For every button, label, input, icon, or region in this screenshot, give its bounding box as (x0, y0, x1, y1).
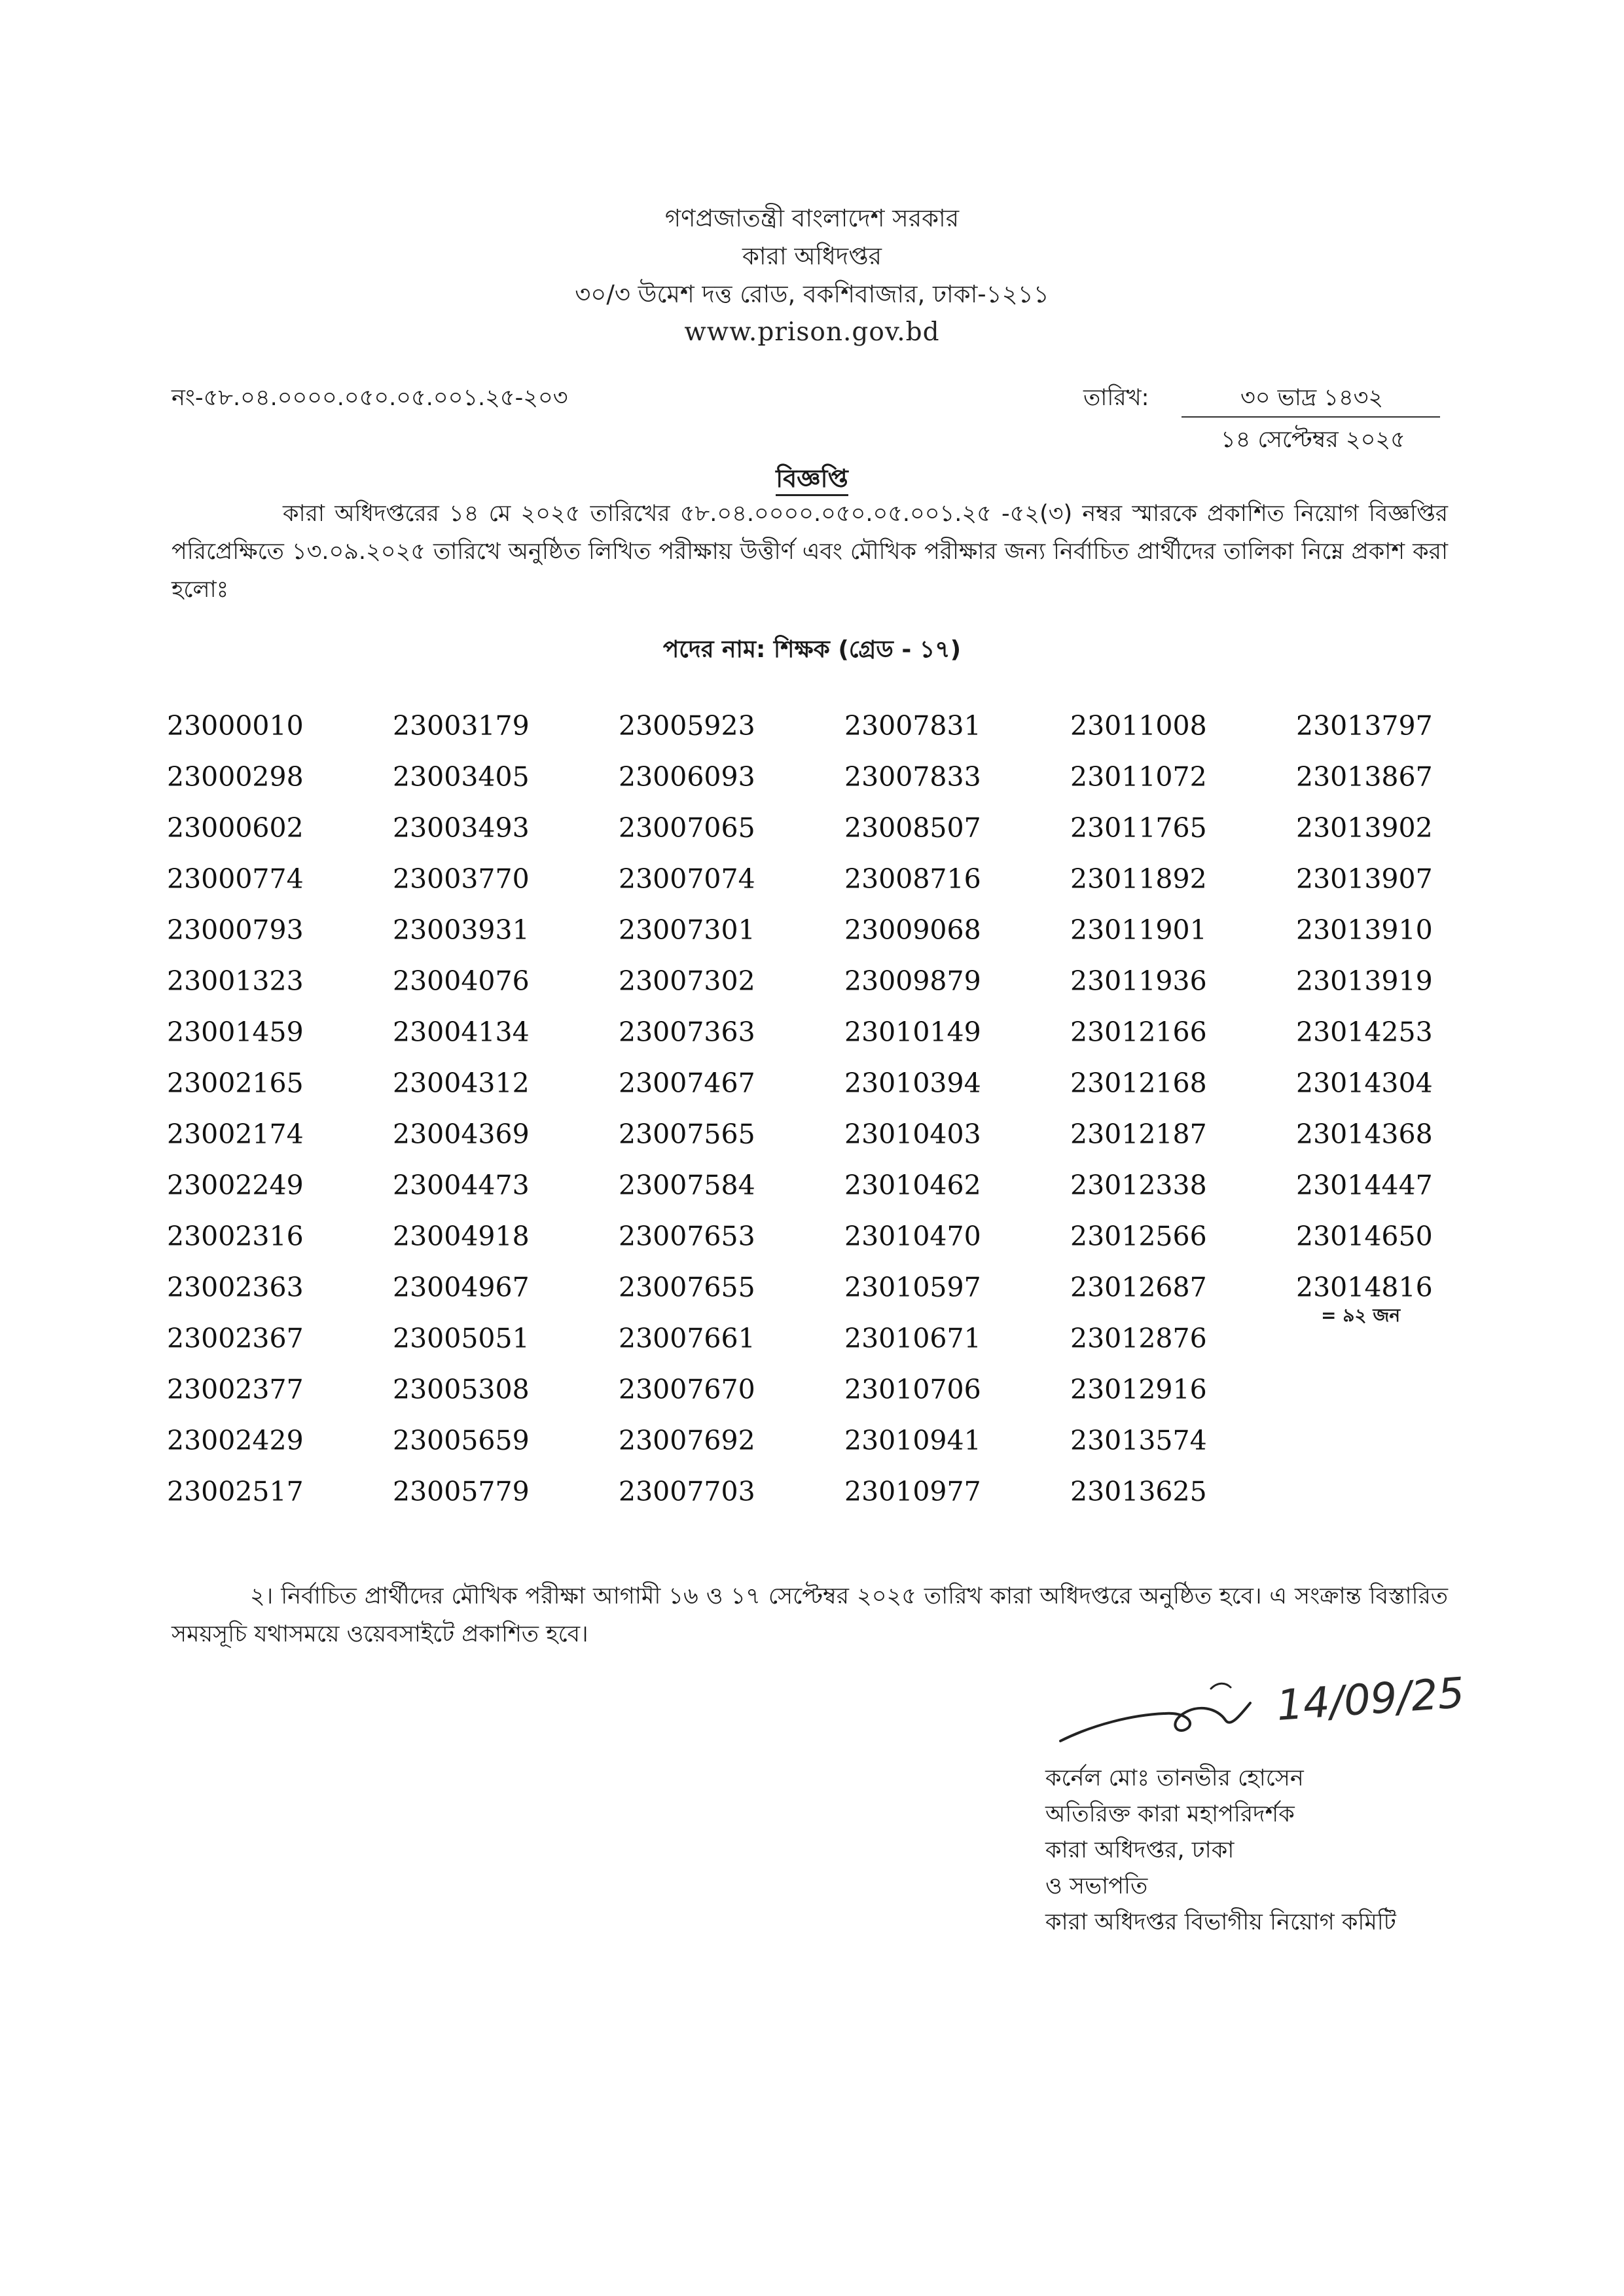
roll-column (844, 700, 1054, 1517)
roll-number: 23003179 (393, 710, 530, 742)
roll-number: 23010706 (844, 1374, 981, 1405)
roll-number: 23011008 (1070, 710, 1207, 742)
roll-number: 23007655 (619, 1272, 755, 1303)
roll-number: 23000298 (167, 761, 304, 793)
roll-number: 23003931 (393, 914, 530, 946)
signatory-block (1045, 1761, 1396, 1941)
roll-number: 23003770 (393, 863, 530, 895)
roll-number: 23013902 (1296, 812, 1433, 844)
roll-number: 23004473 (393, 1170, 530, 1201)
roll-number: 23011936 (1070, 965, 1207, 997)
roll-number: 23010941 (844, 1425, 981, 1456)
roll-number-list (167, 700, 1476, 1518)
roll-number: 23000010 (167, 710, 304, 742)
roll-number: 23011765 (1070, 812, 1207, 844)
roll-number: 23013574 (1070, 1425, 1207, 1456)
roll-number: 23007301 (619, 914, 755, 946)
roll-number: 23004134 (393, 1016, 530, 1048)
roll-number: 23009068 (844, 914, 981, 946)
roll-number: 23002165 (167, 1067, 304, 1099)
signatory-and: ও সভাপতি (1045, 1873, 1148, 1899)
roll-number: 23007065 (619, 812, 755, 844)
roll-number: 23012338 (1070, 1170, 1207, 1201)
roll-column (393, 700, 602, 1517)
roll-column (619, 700, 828, 1517)
roll-number: 23012566 (1070, 1221, 1207, 1252)
roll-number: 23004967 (393, 1272, 530, 1303)
notice-paragraph-1: কারা অধিদপ্তরের ১৪ মে ২০২৫ তারিখের ৫৮.০৪.০০০০.০৫০.০৫.০০১.২৫ -৫২(৩) নম্বর স্মারকে প্রকাশিত নিয়োগ বিজ্ঞপ্তির পরিপ্রেক্ষিতে ১৩.০৯.২০২৫ তারিখে অনুষ্ঠিত লিখিত পরীক্ষায় উত্তীর্ণ এবং মৌখিক পরীক্ষার জন্য নির্বাচিত প্রার্থীদের তালিকা নিম্নে প্রকাশ করা হলোঃ (171, 501, 1448, 603)
roll-number: 23002367 (167, 1323, 304, 1354)
roll-number: 23007074 (619, 863, 755, 895)
roll-number: 23002363 (167, 1272, 304, 1303)
roll-number: 23010403 (844, 1119, 981, 1150)
roll-number: 23012876 (1070, 1323, 1207, 1354)
roll-number: 23006093 (619, 761, 755, 793)
roll-number: 23003493 (393, 812, 530, 844)
roll-column (167, 700, 376, 1517)
roll-number: 23002174 (167, 1119, 304, 1150)
roll-number: 23007584 (619, 1170, 755, 1201)
roll-number: 23012916 (1070, 1374, 1207, 1405)
post-title: পদের নাম: শিক্ষক (গ্রেড - ১৭) (662, 636, 962, 663)
signatory-name: কর্নেল মোঃ তানভীর হোসেন (1045, 1765, 1304, 1791)
roll-number: 23014816 (1296, 1272, 1433, 1303)
memo-number: নং-৫৮.০৪.০০০০.০৫০.০৫.০০১.২৫-২০৩ (171, 385, 568, 411)
roll-number: 23011072 (1070, 761, 1207, 793)
roll-number: 23002316 (167, 1221, 304, 1252)
roll-number: 23007703 (619, 1476, 755, 1507)
roll-number: 23008716 (844, 863, 981, 895)
signature (1054, 1662, 1473, 1774)
roll-number: 23010470 (844, 1221, 981, 1252)
roll-column (1070, 700, 1280, 1517)
roll-number: 23001459 (167, 1016, 304, 1048)
letterhead (0, 200, 1624, 351)
roll-number: 23010977 (844, 1476, 981, 1507)
signature-scribble (1054, 1662, 1290, 1761)
notice-paragraph-2: ২। নির্বাচিত প্রার্থীদের মৌখিক পরীক্ষা আগামী ১৬ ও ১৭ সেপ্টেম্বর ২০২৫ তারিখ কারা অধিদপ্তরে অনুষ্ঠিত হবে। এ সংক্রান্ত বিস্তারিত সময়সূচি যথাসময়ে ওয়েবসাইটে প্রকাশিত হবে। (171, 1583, 1448, 1647)
roll-number: 23007670 (619, 1374, 755, 1405)
roll-number: 23008507 (844, 812, 981, 844)
roll-number: 23004076 (393, 965, 530, 997)
roll-number: 23007661 (619, 1323, 755, 1354)
roll-number: 23012166 (1070, 1016, 1207, 1048)
roll-number: 23005779 (393, 1476, 530, 1507)
roll-number: 23007363 (619, 1016, 755, 1048)
roll-number: 23013625 (1070, 1476, 1207, 1507)
roll-number: 23011901 (1070, 914, 1207, 946)
roll-number: 23010149 (844, 1016, 981, 1048)
roll-number: 23005051 (393, 1323, 530, 1354)
roll-number: 23012187 (1070, 1119, 1207, 1150)
notice-title-text: বিজ্ঞপ্তি (776, 464, 848, 496)
roll-number: 23010462 (844, 1170, 981, 1201)
roll-number: 23012168 (1070, 1067, 1207, 1099)
signature-date: 14/09/25 (1274, 1669, 1466, 1731)
roll-number: 23009879 (844, 965, 981, 997)
roll-number: 23013907 (1296, 863, 1433, 895)
roll-number: 23007833 (844, 761, 981, 793)
roll-number: 23010394 (844, 1067, 981, 1099)
roll-number: 23004369 (393, 1119, 530, 1150)
roll-number: 23013797 (1296, 710, 1433, 742)
total-count: = ৯২ জন (1321, 1304, 1401, 1326)
roll-number: 23014368 (1296, 1119, 1433, 1150)
roll-number: 23013919 (1296, 965, 1433, 997)
roll-number: 23007565 (619, 1119, 755, 1150)
roll-number: 23010671 (844, 1323, 981, 1354)
signatory-designation: অতিরিক্ত কারা মহাপরিদর্শক (1045, 1801, 1295, 1827)
roll-number: 23004312 (393, 1067, 530, 1099)
roll-number: 23002249 (167, 1170, 304, 1201)
roll-number: 23013867 (1296, 761, 1433, 793)
office-address: ৩০/৩ উমেশ দত্ত রোড, বকশিবাজার, ঢাকা-১২১১ (575, 280, 1049, 308)
date-divider (1182, 416, 1440, 418)
govt-name: গণপ্রজাতন্ত্রী বাংলাদেশ সরকার (664, 204, 960, 232)
website-link[interactable]: www.prison.gov.bd (684, 317, 940, 347)
roll-number: 23014447 (1296, 1170, 1433, 1201)
roll-column (1296, 700, 1506, 1332)
roll-number: 23001323 (167, 965, 304, 997)
roll-number: 23004918 (393, 1221, 530, 1252)
department-name: কারা অধিদপ্তর (742, 242, 882, 270)
roll-number: 23010597 (844, 1272, 981, 1303)
roll-number: 23007302 (619, 965, 755, 997)
roll-number: 23002517 (167, 1476, 304, 1507)
roll-number: 23014253 (1296, 1016, 1433, 1048)
roll-number: 23000774 (167, 863, 304, 895)
roll-number: 23000602 (167, 812, 304, 844)
roll-number: 23002429 (167, 1425, 304, 1456)
roll-number: 23005923 (619, 710, 755, 742)
roll-number: 23007653 (619, 1221, 755, 1252)
roll-number: 23012687 (1070, 1272, 1207, 1303)
roll-number: 23014650 (1296, 1221, 1433, 1252)
date-gregorian: ১৪ সেপ্টেম্বর ২০২৫ (1221, 427, 1405, 453)
roll-number: 23003405 (393, 761, 530, 793)
roll-number: 23002377 (167, 1374, 304, 1405)
date-bangla: ৩০ ভাদ্র ১৪৩২ (1240, 385, 1384, 411)
roll-number: 23005659 (393, 1425, 530, 1456)
roll-number: 23007831 (844, 710, 981, 742)
signatory-office: কারা অধিদপ্তর, ঢাকা (1045, 1837, 1235, 1863)
roll-number: 23007692 (619, 1425, 755, 1456)
roll-number: 23005308 (393, 1374, 530, 1405)
signatory-committee: কারা অধিদপ্তর বিভাগীয় নিয়োগ কমিটি (1045, 1909, 1396, 1935)
roll-number: 23007467 (619, 1067, 755, 1099)
roll-number: 23011892 (1070, 863, 1207, 895)
roll-number: 23000793 (167, 914, 304, 946)
roll-number: 23013910 (1296, 914, 1433, 946)
roll-number: 23014304 (1296, 1067, 1433, 1099)
date-label: তারিখ: (1083, 385, 1149, 411)
